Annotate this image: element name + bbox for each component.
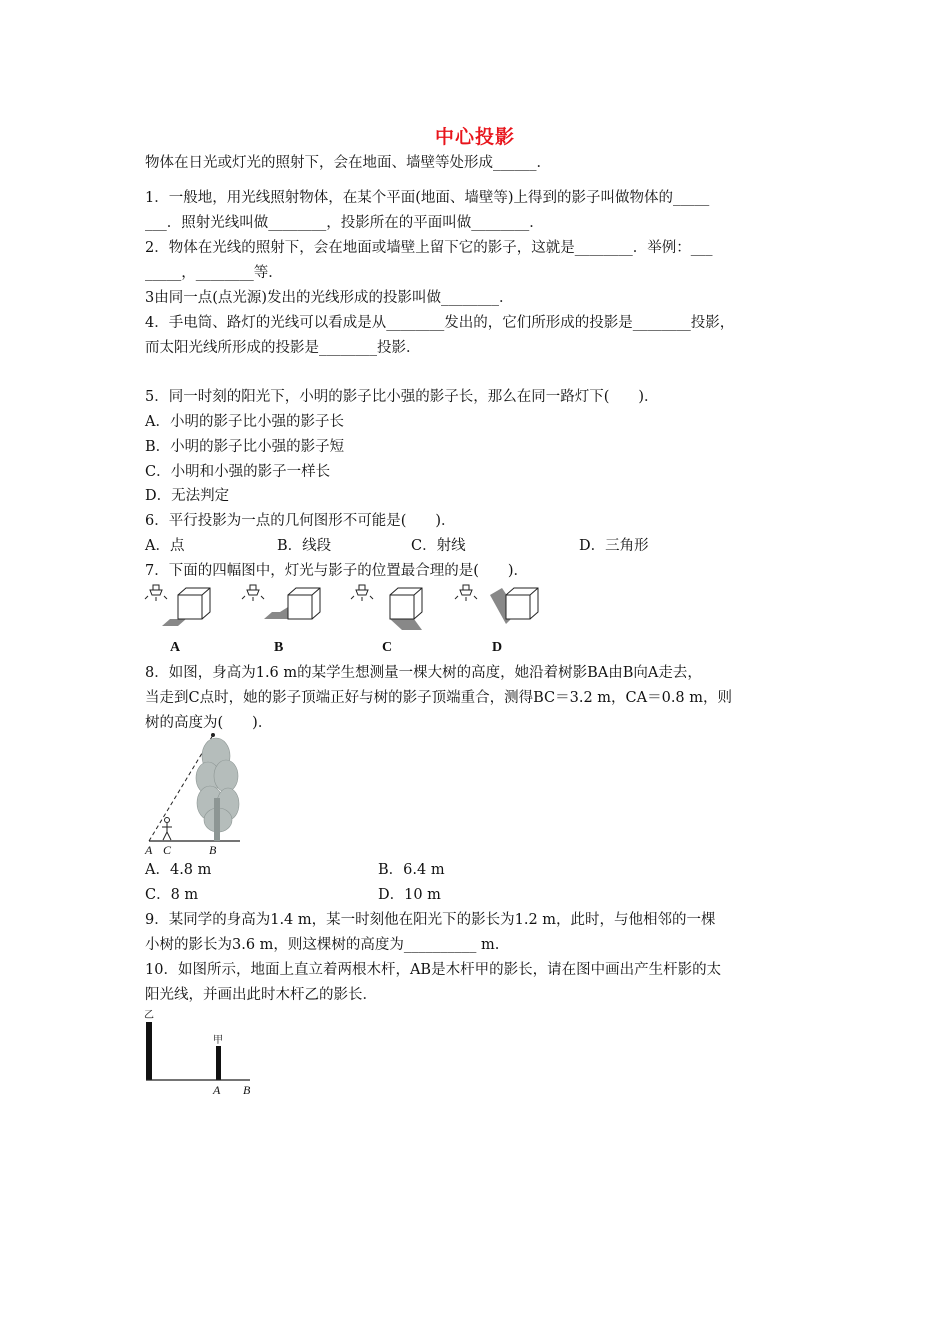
q10-label-yi: 乙: [144, 1010, 154, 1021]
q9-line2: 小树的影长为3.6 m，则这棵树的高度为__________ m.: [145, 937, 500, 953]
q8-option-c: C．8 m: [145, 887, 199, 903]
q7-option-b-figure: [242, 585, 320, 619]
q8-label-a: A: [145, 843, 153, 857]
q5-stem: 5．同一时刻的阳光下，小明的影子比小强的影子长，那么在同一路灯下( )．: [145, 389, 659, 405]
q6-option-b: B．线段: [277, 538, 332, 554]
q7-label-a: A: [170, 640, 181, 655]
intro-text: 物体在日光或灯光的照射下，会在地面、墙壁等处形成______．: [145, 155, 551, 171]
q8-tree-figure: [140, 728, 260, 848]
q7-label-d: D: [492, 640, 503, 655]
q1-line2: ___．照射光线叫做________，投影所在的平面叫做________．: [145, 215, 544, 231]
q7-label-c: C: [382, 640, 393, 655]
q7-option-a-figure: [145, 585, 210, 626]
pole-yi: [146, 1022, 152, 1080]
q8-option-d: D．10 m: [378, 887, 441, 903]
q5-option-a: A．小明的影子比小强的影子长: [145, 414, 344, 430]
q6-option-a: A．点: [145, 538, 185, 554]
pole-jia: [216, 1046, 221, 1080]
q9-line1: 9．某同学的身高为1.4 m，某一时刻他在阳光下的影长为1.2 m，此时，与他相邻的一棵: [145, 912, 716, 928]
q1-line1: 1．一般地，用光线照射物体，在某个平面(地面、墙壁等)上得到的影子叫做物体的_____: [145, 190, 710, 206]
q10-line1: 10．如图所示，地面上直立着两根木杆，AB是木杆甲的影长，请在图中画出产生杆影的太: [145, 962, 722, 978]
q8-label-c: C: [163, 843, 172, 857]
q3-text: 3由同一点(点光源)发出的光线形成的投影叫做________．: [145, 290, 514, 306]
q10-label-jia: 甲: [213, 1035, 223, 1046]
q8-label-b: B: [209, 843, 217, 857]
q6-option-c: C．射线: [411, 538, 466, 554]
page-title: 中心投影: [434, 126, 515, 148]
q5-option-d: D．无法判定: [145, 488, 230, 504]
q8-option-b: B．6.4 m: [378, 862, 445, 878]
q10-label-a: A: [213, 1083, 221, 1097]
q8-line3: 树的高度为( )．: [145, 715, 273, 731]
q4-line2: 而太阳光线所形成的投影是________投影．: [145, 340, 421, 356]
q8-option-a: A．4.8 m: [145, 862, 212, 878]
q8-line2: 当走到C点时，她的影子顶端正好与树的影子顶端重合，测得BC＝3.2 m，CA＝0.8 m，则: [145, 690, 733, 706]
q7-option-d-figure: [455, 585, 538, 624]
q7-stem: 7．下面的四幅图中，灯光与影子的位置最合理的是( )．: [145, 563, 529, 579]
q2-line2: _____，________等．: [145, 265, 283, 281]
q6-option-d: D．三角形: [579, 538, 649, 554]
q10-poles-figure: [140, 1018, 270, 1084]
q7-label-b: B: [274, 640, 284, 655]
q7-figure: [140, 582, 560, 632]
q7-option-c-figure: [351, 585, 422, 630]
q10-label-b: B: [243, 1083, 251, 1097]
q2-line1: 2．物体在光线的照射下，会在地面或墙壁上留下它的影子，这就是________．举例：___: [145, 240, 713, 256]
q10-line2: 阳光线，并画出此时木杆乙的影长．: [145, 987, 377, 1003]
q8-line1: 8．如图，身高为1.6 m的某学生想测量一棵大树的高度，她沿着树影BA由B向A走去，: [145, 665, 702, 681]
q5-option-c: C．小明和小强的影子一样长: [145, 464, 331, 480]
q6-stem: 6．平行投影为一点的几何图形不可能是( )．: [145, 513, 456, 529]
q4-line1: 4．手电筒、路灯的光线可以看成是从________发出的，它们所形成的投影是________投影，: [145, 315, 735, 331]
q5-option-b: B．小明的影子比小强的影子短: [145, 439, 345, 455]
